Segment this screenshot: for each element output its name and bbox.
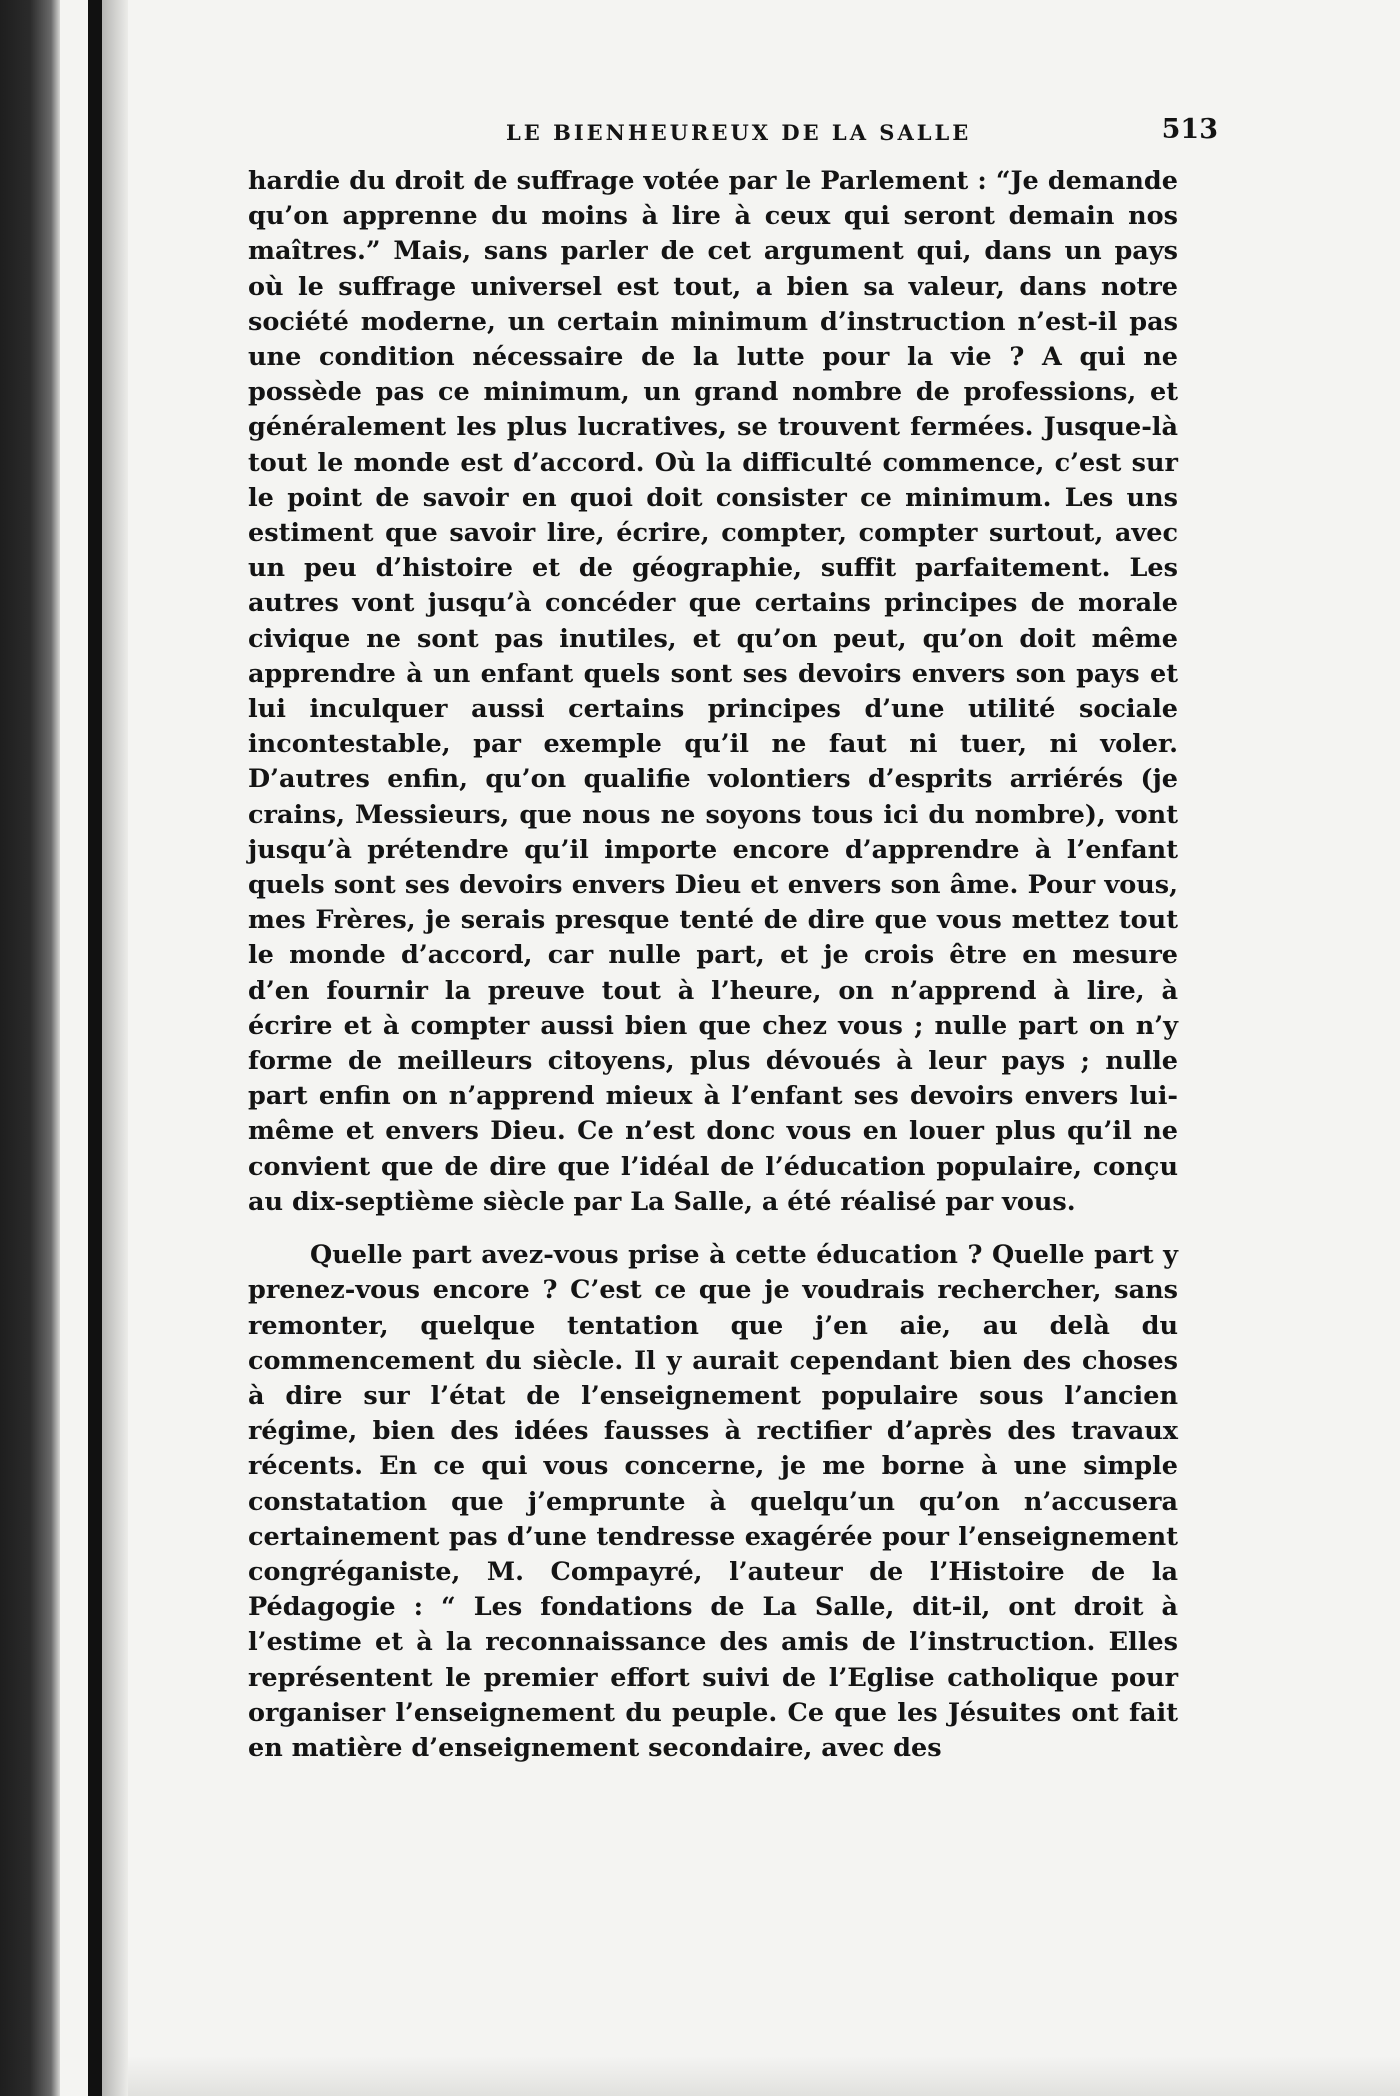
page-gutter-shadow [102, 0, 128, 2096]
running-head [248, 112, 1218, 164]
book-binding-edge [0, 0, 60, 2096]
paragraph-2: Quelle part avez-vous prise à cette éducation ? Quelle part y prenez-vous encore ? C’est ce que je voudrais rechercher, sans remonter, quelque tentation que j’en aie, au delà du commencement du siècle. Il y aurait cependant bien des choses à dire sur l’état de l’enseignement populaire sous l’ancien régime, bien des idées fausses à rectifier d’après des travaux récents. En ce qui vous concerne, je me borne à une simple constatation que j’emprunte à quelqu’un qu’on n’accusera certainement pas d’une tendresse exagérée pour l’enseignement congréganiste, M. Compayré, l’auteur de l’Histoire de la Pédagogie : “ Les fondations de La Salle, dit-il, ont droit à l’estime et à la reconnaissance des amis de l’instruction. Elles représentent le premier effort suivi de l’Eglise catholique pour organiser l’enseignement du peuple. Ce que les Jésuites ont fait en matière d’enseignement secondaire, avec des [248, 1240, 1178, 1763]
page-text-block [248, 112, 1218, 1766]
page-gutter-line [88, 0, 102, 2096]
page-number: 513 [1161, 114, 1218, 145]
running-head-title: LE BIENHEUREUX DE LA SALLE [506, 120, 972, 145]
bottom-shadow [128, 2056, 1400, 2096]
paragraph-1: hardie du droit de suffrage votée par le Parlement : “Je demande qu’on apprenne du moins à lire à ceux qui seront demain nos maîtres.” Mais, sans parler de cet argument qui, dans un pays où le suffrage universel est tout, a bien sa valeur, dans notre société moderne, un certain minimum d’instruction n’est-il pas une condition nécessaire de la lutte pour la vie ? A qui ne possède pas ce minimum, un grand nombre de professions, et généralement les plus lucratives, se trouvent fermées. Jusque-là tout le monde est d’accord. Où la difficulté commence, c’est sur le point de savoir en quoi doit consister ce minimum. Les uns estiment que savoir lire, écrire, compter, compter surtout, avec un peu d’histoire et de géographie, suffit parfaitement. Les autres vont jusqu’à concéder que certains principes de morale civique ne sont pas inutiles, et qu’on peut, qu’on doit même apprendre à un enfant quels sont ses devoirs envers son pays et lui inculquer aussi certains principes d’une utilité sociale incontestable, par exemple qu’il ne faut ni tuer, ni voler. D’autres enfin, qu’on qualifie volontiers d’esprits arriérés (je crains, Messieurs, que nous ne soyons tous ici du nombre), vont jusqu’à prétendre qu’il importe encore d’apprendre à l’enfant quels sont ses devoirs envers Dieu et envers son âme. Pour vous, mes Frères, je serais presque tenté de dire que vous mettez tout le monde d’accord, car nulle part, et je crois être en mesure d’en fournir la preuve tout à l’heure, on n’apprend à lire, à écrire et à compter aussi bien que chez vous ; nulle part on n’y forme de meilleurs citoyens, plus dévoués à leur pays ; nulle part enfin on n’apprend mieux à l’enfant ses devoirs envers lui-même et envers Dieu. Ce n’est donc vous en louer plus qu’il ne convient que de dire que l’idéal de l’éducation populaire, conçu au dix-septième siècle par La Salle, a été réalisé par vous. [248, 166, 1178, 1217]
